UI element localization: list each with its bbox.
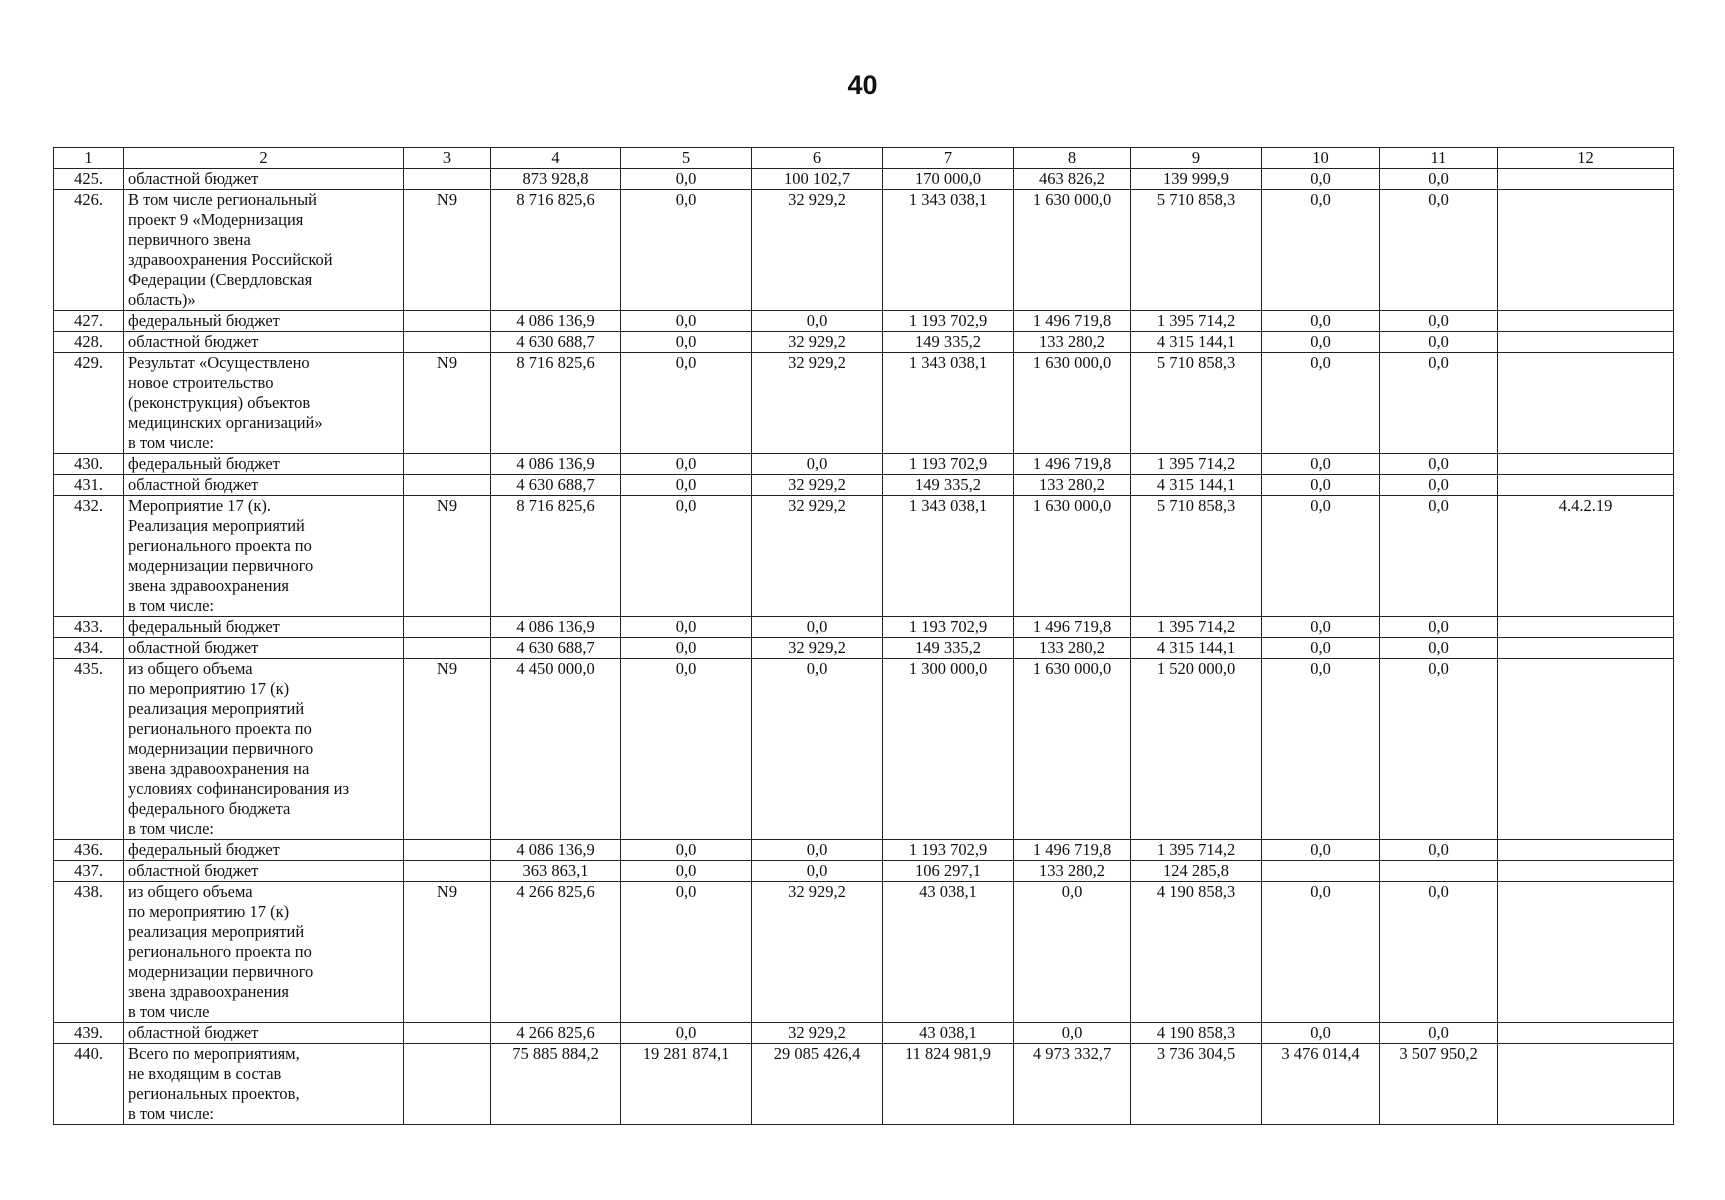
- target-reference-cell: 4.4.2.19: [1498, 496, 1674, 617]
- project-code-cell: [404, 169, 491, 190]
- amount-cell: 1 193 702,9: [883, 311, 1014, 332]
- amount-cell: 4 086 136,9: [491, 617, 621, 638]
- amount-cell: 0,0: [1262, 496, 1380, 617]
- amount-cell: 1 395 714,2: [1131, 311, 1262, 332]
- row-number-cell: 434.: [54, 638, 124, 659]
- project-code-cell: N9: [404, 353, 491, 454]
- amount-cell: 0,0: [1014, 882, 1131, 1023]
- description-cell: из общего объема по мероприятию 17 (к) реализация мероприятий регионального проекта по модернизации первичного звена здравоохранения в том числе: [124, 882, 404, 1023]
- amount-cell: 4 190 858,3: [1131, 882, 1262, 1023]
- amount-cell: 124 285,8: [1131, 861, 1262, 882]
- amount-cell: 0,0: [752, 454, 883, 475]
- amount-cell: 0,0: [1380, 353, 1498, 454]
- amount-cell: 363 863,1: [491, 861, 621, 882]
- amount-cell: 0,0: [1380, 882, 1498, 1023]
- amount-cell: 32 929,2: [752, 638, 883, 659]
- table-row: [54, 169, 1674, 190]
- amount-cell: 75 885 884,2: [491, 1044, 621, 1125]
- row-number-cell: 426.: [54, 190, 124, 311]
- amount-cell: 0,0: [752, 311, 883, 332]
- row-number-cell: 440.: [54, 1044, 124, 1125]
- project-code-cell: [404, 1023, 491, 1044]
- amount-cell: 11 824 981,9: [883, 1044, 1014, 1125]
- amount-cell: 5 710 858,3: [1131, 496, 1262, 617]
- column-number-row: [54, 148, 1674, 169]
- amount-cell: 5 710 858,3: [1131, 353, 1262, 454]
- amount-cell: 0,0: [752, 617, 883, 638]
- amount-cell: 4 266 825,6: [491, 1023, 621, 1044]
- amount-cell: 4 266 825,6: [491, 882, 621, 1023]
- amount-cell: 8 716 825,6: [491, 496, 621, 617]
- amount-cell: 0,0: [1262, 311, 1380, 332]
- amount-cell: 8 716 825,6: [491, 190, 621, 311]
- amount-cell: 1 496 719,8: [1014, 454, 1131, 475]
- amount-cell: 0,0: [1380, 311, 1498, 332]
- description-cell: федеральный бюджет: [124, 454, 404, 475]
- amount-cell: 0,0: [1262, 475, 1380, 496]
- amount-cell: 4 630 688,7: [491, 638, 621, 659]
- table-row: [54, 840, 1674, 861]
- amount-cell: 19 281 874,1: [621, 1044, 752, 1125]
- row-number-cell: 436.: [54, 840, 124, 861]
- amount-cell: 0,0: [621, 454, 752, 475]
- table-body: [54, 148, 1674, 1125]
- row-number-cell: 433.: [54, 617, 124, 638]
- amount-cell: 0,0: [621, 840, 752, 861]
- column-header: 2: [124, 148, 404, 169]
- row-number-cell: 431.: [54, 475, 124, 496]
- description-cell: В том числе региональный проект 9 «Модернизация первичного звена здравоохранения Российской Федерации (Свердловская область)»: [124, 190, 404, 311]
- target-reference-cell: [1498, 659, 1674, 840]
- column-header: 12: [1498, 148, 1674, 169]
- amount-cell: 4 086 136,9: [491, 311, 621, 332]
- amount-cell: 100 102,7: [752, 169, 883, 190]
- amount-cell: 106 297,1: [883, 861, 1014, 882]
- description-cell: Результат «Осуществлено новое строительство (реконструкция) объектов медицинских организаций» в том числе:: [124, 353, 404, 454]
- amount-cell: 1 496 719,8: [1014, 311, 1131, 332]
- column-header: 8: [1014, 148, 1131, 169]
- amount-cell: 43 038,1: [883, 882, 1014, 1023]
- amount-cell: 1 395 714,2: [1131, 840, 1262, 861]
- table-row: [54, 332, 1674, 353]
- amount-cell: 1 193 702,9: [883, 454, 1014, 475]
- table-row: [54, 496, 1674, 617]
- project-code-cell: N9: [404, 496, 491, 617]
- target-reference-cell: [1498, 454, 1674, 475]
- amount-cell: 0,0: [1262, 617, 1380, 638]
- amount-cell: 149 335,2: [883, 332, 1014, 353]
- amount-cell: 32 929,2: [752, 190, 883, 311]
- target-reference-cell: [1498, 332, 1674, 353]
- amount-cell: 0,0: [621, 882, 752, 1023]
- amount-cell: 149 335,2: [883, 638, 1014, 659]
- project-code-cell: [404, 638, 491, 659]
- amount-cell: 0,0: [621, 496, 752, 617]
- amount-cell: 4 630 688,7: [491, 475, 621, 496]
- amount-cell: 0,0: [621, 353, 752, 454]
- amount-cell: 0,0: [1262, 840, 1380, 861]
- amount-cell: 32 929,2: [752, 353, 883, 454]
- amount-cell: 4 190 858,3: [1131, 1023, 1262, 1044]
- amount-cell: 1 496 719,8: [1014, 840, 1131, 861]
- row-number-cell: 428.: [54, 332, 124, 353]
- amount-cell: 4 450 000,0: [491, 659, 621, 840]
- row-number-cell: 435.: [54, 659, 124, 840]
- amount-cell: 1 630 000,0: [1014, 496, 1131, 617]
- amount-cell: 0,0: [621, 475, 752, 496]
- amount-cell: 1 496 719,8: [1014, 617, 1131, 638]
- amount-cell: 0,0: [1380, 190, 1498, 311]
- amount-cell: 4 086 136,9: [491, 454, 621, 475]
- amount-cell: 0,0: [1014, 1023, 1131, 1044]
- column-header: 7: [883, 148, 1014, 169]
- row-number-cell: 430.: [54, 454, 124, 475]
- project-code-cell: [404, 332, 491, 353]
- project-code-cell: [404, 454, 491, 475]
- target-reference-cell: [1498, 169, 1674, 190]
- table-row: [54, 1023, 1674, 1044]
- project-code-cell: [404, 1044, 491, 1125]
- amount-cell: 0,0: [1380, 659, 1498, 840]
- amount-cell: 0,0: [1262, 882, 1380, 1023]
- row-number-cell: 425.: [54, 169, 124, 190]
- amount-cell: 1 193 702,9: [883, 617, 1014, 638]
- amount-cell: 149 335,2: [883, 475, 1014, 496]
- column-header: 10: [1262, 148, 1380, 169]
- target-reference-cell: [1498, 617, 1674, 638]
- amount-cell: 1 343 038,1: [883, 496, 1014, 617]
- amount-cell: 3 507 950,2: [1380, 1044, 1498, 1125]
- amount-cell: 0,0: [1262, 190, 1380, 311]
- amount-cell: 139 999,9: [1131, 169, 1262, 190]
- project-code-cell: N9: [404, 659, 491, 840]
- row-number-cell: 427.: [54, 311, 124, 332]
- column-header: 3: [404, 148, 491, 169]
- description-cell: областной бюджет: [124, 861, 404, 882]
- amount-cell: 0,0: [1262, 454, 1380, 475]
- amount-cell: 0,0: [1380, 617, 1498, 638]
- amount-cell: 0,0: [621, 617, 752, 638]
- table-row: [54, 861, 1674, 882]
- amount-cell: 29 085 426,4: [752, 1044, 883, 1125]
- target-reference-cell: [1498, 475, 1674, 496]
- amount-cell: 3 476 014,4: [1262, 1044, 1380, 1125]
- description-cell: Всего по мероприятиям, не входящим в состав региональных проектов, в том числе:: [124, 1044, 404, 1125]
- amount-cell: 133 280,2: [1014, 861, 1131, 882]
- amount-cell: 0,0: [621, 332, 752, 353]
- amount-cell: 0,0: [1262, 169, 1380, 190]
- amount-cell: 0,0: [1380, 332, 1498, 353]
- description-cell: федеральный бюджет: [124, 840, 404, 861]
- amount-cell: 0,0: [621, 638, 752, 659]
- amount-cell: 0,0: [752, 659, 883, 840]
- amount-cell: 1 300 000,0: [883, 659, 1014, 840]
- amount-cell: 0,0: [1380, 496, 1498, 617]
- project-code-cell: N9: [404, 190, 491, 311]
- table-row: [54, 638, 1674, 659]
- amount-cell: 133 280,2: [1014, 332, 1131, 353]
- row-number-cell: 439.: [54, 1023, 124, 1044]
- amount-cell: 0,0: [752, 861, 883, 882]
- amount-cell: 4 630 688,7: [491, 332, 621, 353]
- amount-cell: [1262, 861, 1380, 882]
- description-cell: Мероприятие 17 (к). Реализация мероприятий регионального проекта по модернизации первичного звена здравоохранения в том числе:: [124, 496, 404, 617]
- page-number: 40: [847, 70, 878, 100]
- amount-cell: 1 630 000,0: [1014, 659, 1131, 840]
- amount-cell: 1 343 038,1: [883, 353, 1014, 454]
- target-reference-cell: [1498, 1023, 1674, 1044]
- amount-cell: 32 929,2: [752, 882, 883, 1023]
- amount-cell: 1 395 714,2: [1131, 454, 1262, 475]
- amount-cell: 3 736 304,5: [1131, 1044, 1262, 1125]
- amount-cell: 1 343 038,1: [883, 190, 1014, 311]
- amount-cell: 1 630 000,0: [1014, 353, 1131, 454]
- amount-cell: 0,0: [1262, 353, 1380, 454]
- target-reference-cell: [1498, 861, 1674, 882]
- column-header: 11: [1380, 148, 1498, 169]
- table-row: [54, 882, 1674, 1023]
- table-row: [54, 311, 1674, 332]
- target-reference-cell: [1498, 311, 1674, 332]
- target-reference-cell: [1498, 840, 1674, 861]
- budget-table: [53, 147, 1674, 1125]
- column-header: 1: [54, 148, 124, 169]
- table-row: [54, 454, 1674, 475]
- amount-cell: 1 193 702,9: [883, 840, 1014, 861]
- amount-cell: 4 086 136,9: [491, 840, 621, 861]
- amount-cell: 0,0: [1380, 840, 1498, 861]
- amount-cell: 1 630 000,0: [1014, 190, 1131, 311]
- row-number-cell: 429.: [54, 353, 124, 454]
- amount-cell: 0,0: [621, 1023, 752, 1044]
- amount-cell: 4 315 144,1: [1131, 475, 1262, 496]
- amount-cell: 4 315 144,1: [1131, 638, 1262, 659]
- amount-cell: 5 710 858,3: [1131, 190, 1262, 311]
- description-cell: областной бюджет: [124, 332, 404, 353]
- description-cell: областной бюджет: [124, 1023, 404, 1044]
- amount-cell: 0,0: [1262, 1023, 1380, 1044]
- amount-cell: 133 280,2: [1014, 638, 1131, 659]
- description-cell: областной бюджет: [124, 169, 404, 190]
- row-number-cell: 432.: [54, 496, 124, 617]
- column-header: 6: [752, 148, 883, 169]
- amount-cell: 0,0: [1380, 475, 1498, 496]
- column-header: 9: [1131, 148, 1262, 169]
- amount-cell: 4 315 144,1: [1131, 332, 1262, 353]
- project-code-cell: [404, 617, 491, 638]
- table-row: [54, 475, 1674, 496]
- table-row: [54, 353, 1674, 454]
- amount-cell: 0,0: [1380, 454, 1498, 475]
- amount-cell: 0,0: [1262, 638, 1380, 659]
- amount-cell: 873 928,8: [491, 169, 621, 190]
- table-row: [54, 190, 1674, 311]
- amount-cell: 0,0: [621, 169, 752, 190]
- target-reference-cell: [1498, 1044, 1674, 1125]
- amount-cell: 0,0: [1262, 659, 1380, 840]
- project-code-cell: [404, 475, 491, 496]
- amount-cell: 170 000,0: [883, 169, 1014, 190]
- amount-cell: 0,0: [621, 659, 752, 840]
- project-code-cell: [404, 840, 491, 861]
- target-reference-cell: [1498, 353, 1674, 454]
- amount-cell: 463 826,2: [1014, 169, 1131, 190]
- amount-cell: 4 973 332,7: [1014, 1044, 1131, 1125]
- amount-cell: 0,0: [621, 861, 752, 882]
- description-cell: федеральный бюджет: [124, 311, 404, 332]
- target-reference-cell: [1498, 190, 1674, 311]
- table-row: [54, 617, 1674, 638]
- project-code-cell: N9: [404, 882, 491, 1023]
- amount-cell: 32 929,2: [752, 332, 883, 353]
- table-row: [54, 1044, 1674, 1125]
- target-reference-cell: [1498, 638, 1674, 659]
- column-header: 4: [491, 148, 621, 169]
- amount-cell: [1380, 861, 1498, 882]
- amount-cell: 0,0: [1262, 332, 1380, 353]
- amount-cell: 0,0: [1380, 1023, 1498, 1044]
- description-cell: федеральный бюджет: [124, 617, 404, 638]
- amount-cell: 1 395 714,2: [1131, 617, 1262, 638]
- amount-cell: 1 520 000,0: [1131, 659, 1262, 840]
- project-code-cell: [404, 311, 491, 332]
- description-cell: из общего объема по мероприятию 17 (к) реализация мероприятий регионального проекта по модернизации первичного звена здравоохранения на условиях софинансирования из федерального бюджета в том числе:: [124, 659, 404, 840]
- row-number-cell: 438.: [54, 882, 124, 1023]
- amount-cell: 0,0: [621, 311, 752, 332]
- amount-cell: 32 929,2: [752, 496, 883, 617]
- amount-cell: 0,0: [1380, 638, 1498, 659]
- amount-cell: 43 038,1: [883, 1023, 1014, 1044]
- column-header: 5: [621, 148, 752, 169]
- project-code-cell: [404, 861, 491, 882]
- description-cell: областной бюджет: [124, 475, 404, 496]
- table-row: [54, 659, 1674, 840]
- amount-cell: 8 716 825,6: [491, 353, 621, 454]
- amount-cell: 32 929,2: [752, 1023, 883, 1044]
- description-cell: областной бюджет: [124, 638, 404, 659]
- amount-cell: 0,0: [621, 190, 752, 311]
- amount-cell: 0,0: [752, 840, 883, 861]
- amount-cell: 0,0: [1380, 169, 1498, 190]
- amount-cell: 32 929,2: [752, 475, 883, 496]
- row-number-cell: 437.: [54, 861, 124, 882]
- target-reference-cell: [1498, 882, 1674, 1023]
- amount-cell: 133 280,2: [1014, 475, 1131, 496]
